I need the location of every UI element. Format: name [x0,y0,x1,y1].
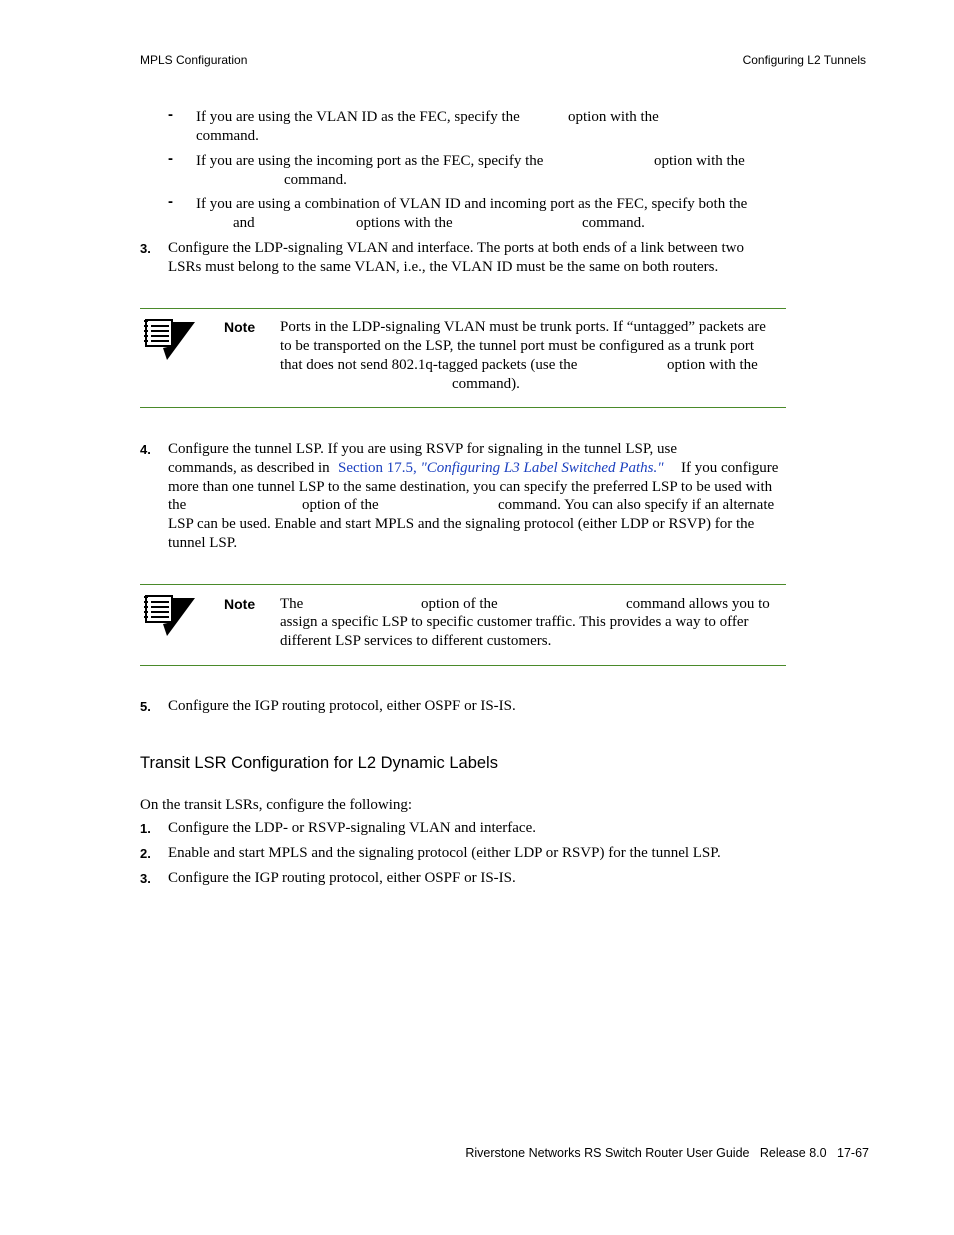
bullet-text: command. [196,128,259,144]
note-text: assign a specific LSP to specific customer traffic. This provides a way to offer [280,614,749,630]
note-text: option with the [667,357,758,373]
step-text: tunnel LSP. [168,535,238,551]
step-text: commands, as described in [168,460,330,476]
step-text: LSP can be used. Enable and start MPLS and the signaling protocol (either LDP or RSVP) for the [168,516,755,532]
note-text: different LSP services to different customers. [280,633,552,649]
step-text: Configure the tunnel LSP. If you are using RSVP for signaling in the tunnel LSP, use [168,441,677,457]
note-text: option of the [421,596,498,612]
step-text: Enable and start MPLS and the signaling protocol (either LDP or RSVP) for the tunnel LSP. [168,845,721,861]
running-header-right: Configuring L2 Tunnels [742,53,866,67]
section-link-title[interactable]: "Configuring L3 Label Switched Paths." [420,460,664,476]
note-top-rule [140,308,786,309]
note-notepad-icon [143,318,197,367]
bullet-text: If you are using a combination of VLAN ID and incoming port as the FEC, specify both the [196,196,748,212]
running-footer: Riverstone Networks RS Switch Router User Guide Release 8.0 17-67 [465,1146,869,1160]
note-label: Note [224,319,256,335]
section-intro: On the transit LSRs, configure the following: [140,797,413,813]
step-number: 5. [140,699,151,714]
bullet-text: If you are using the incoming port as the FEC, specify the [196,153,544,169]
bullet-text: options with the [356,215,453,231]
step-text: Configure the IGP routing protocol, either OSPF or IS-IS. [168,870,516,886]
note-text: command). [452,376,520,392]
note-bottom-rule [140,407,786,408]
running-header-left: MPLS Configuration [140,53,248,67]
step-number: 3. [140,871,151,886]
bullet-text: command. [284,172,347,188]
step-number: 4. [140,442,151,457]
step-number: 3. [140,241,151,256]
step-text: Configure the LDP- or RSVP-signaling VLAN and interface. [168,820,536,836]
step-text: LSRs must belong to the same VLAN, i.e., the VLAN ID must be the same on both routers. [168,259,719,275]
step-text: more than one tunnel LSP to the same destination, you can specify the preferred LSP to be used with [168,479,773,495]
note-bottom-rule [140,665,786,666]
note-notepad-icon [143,594,197,643]
step-text: the [168,497,187,513]
note-text: command allows you to [626,596,770,612]
bullet-marker: - [168,106,173,123]
section-link-number[interactable]: Section 17.5, [338,460,417,476]
step-text: command. You can also specify if an alternate [498,497,775,513]
step-text: If you configure [681,460,779,476]
step-number: 2. [140,846,151,861]
bullet-text: If you are using the VLAN ID as the FEC, specify the [196,109,520,125]
bullet-marker: - [168,150,173,167]
step-text: Configure the LDP-signaling VLAN and interface. The ports at both ends of a link between two [168,240,744,256]
note-top-rule [140,584,786,585]
section-link[interactable] [338,459,664,478]
bullet-text: command. [582,215,645,231]
note-label: Note [224,596,256,612]
step-number: 1. [140,821,151,836]
note-text: Ports in the LDP-signaling VLAN must be trunk ports. If “untagged” packets are [280,319,766,335]
section-heading: Transit LSR Configuration for L2 Dynamic Labels [140,754,498,772]
note-text: to be transported on the LSP, the tunnel port must be configured as a trunk port [280,338,755,354]
bullet-marker: - [168,193,173,210]
note-text: that does not send 802.1q-tagged packets (use the [280,357,578,373]
bullet-text: option with the [568,109,659,125]
bullet-text: option with the [654,153,745,169]
step-text: Configure the IGP routing protocol, either OSPF or IS-IS. [168,698,516,714]
note-text: The [280,596,304,612]
bullet-text: and [233,215,255,231]
step-text: option of the [302,497,379,513]
